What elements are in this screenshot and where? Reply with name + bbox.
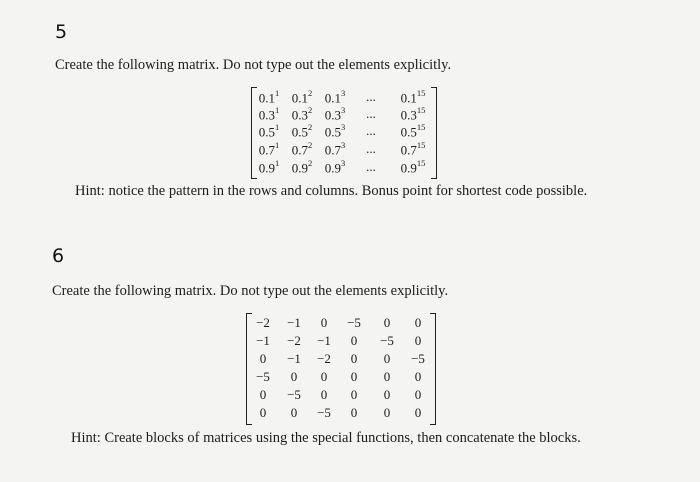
matrix-cell: −5 (380, 333, 394, 348)
matrix-cell: $0.5^2$ (291, 122, 313, 140)
matrix-cell: $0.5^1$ (258, 122, 280, 140)
matrix-cell: ... (366, 123, 376, 138)
matrix-cell: 0 (320, 315, 328, 330)
question-prompt: Create the following matrix. Do not type out the elements explicitly. (52, 283, 449, 299)
matrix-cell: 0 (290, 369, 298, 384)
matrix-cell: 0 (350, 387, 358, 402)
matrix-cell: 0 (383, 315, 391, 330)
matrix-cell: 0 (383, 405, 391, 420)
hint-text: notice the pattern in the rows and columns. Bonus point for shortest code possible. (108, 183, 588, 199)
matrix-row (251, 123, 437, 139)
matrix-cell: $0.1^3$ (324, 88, 346, 106)
matrix-cell: 0 (383, 387, 391, 402)
matrix-cell: $0.1^2$ (291, 88, 313, 106)
matrix-cell: $0.3^3$ (324, 105, 346, 123)
power-matrix (251, 87, 437, 179)
matrix-cell: −5 (256, 369, 270, 384)
matrix-cell: 0 (350, 333, 358, 348)
matrix-cell: $0.1^{15}$ (400, 88, 426, 106)
matrix-row (246, 369, 436, 385)
matrix-row (246, 315, 436, 331)
matrix-cell: 0 (350, 405, 358, 420)
hint (55, 182, 645, 200)
matrix-cell: $0.7^1$ (258, 140, 280, 158)
matrix-cell: 0 (350, 369, 358, 384)
matrix-cell: ... (366, 159, 376, 174)
matrix-cell: $0.9^3$ (324, 158, 346, 176)
matrix-cell: $0.9^2$ (291, 158, 313, 176)
matrix-row (246, 387, 436, 403)
matrix-cell: $0.3^{15}$ (400, 105, 426, 123)
matrix-cell: ... (366, 106, 376, 121)
matrix-cell: −5 (287, 387, 301, 402)
matrix-cell: 0 (320, 387, 328, 402)
matrix-row (251, 159, 437, 175)
hint-label: Hint: (75, 183, 105, 199)
matrix-cell: 0 (383, 351, 391, 366)
matrix-row (251, 106, 437, 122)
matrix-cell: −1 (287, 351, 301, 366)
matrix-cell: $0.7^3$ (324, 140, 346, 158)
matrix-cell: $0.7^{15}$ (400, 140, 426, 158)
matrix-cell: 0 (414, 315, 422, 330)
matrix-cell: 0 (383, 369, 391, 384)
matrix-cell: −2 (317, 351, 331, 366)
matrix-cell: $0.7^2$ (291, 140, 313, 158)
matrix-cell: −5 (411, 351, 425, 366)
matrix-cell: 0 (320, 369, 328, 384)
question-number: 6 (52, 245, 65, 267)
matrix-cell: 0 (259, 405, 267, 420)
matrix-cell: 0 (290, 405, 298, 420)
matrix-cell: 0 (259, 387, 267, 402)
matrix-row (251, 141, 437, 157)
matrix-row (246, 351, 436, 367)
block-matrix (246, 313, 436, 425)
matrix-cell: $0.5^3$ (324, 122, 346, 140)
matrix-row (251, 89, 437, 105)
matrix-cell: $0.3^2$ (291, 105, 313, 123)
matrix-cell: 0 (414, 405, 422, 420)
matrix-cell: 0 (414, 369, 422, 384)
matrix-cell: $0.5^{15}$ (400, 122, 426, 140)
hint (47, 429, 642, 447)
matrix-cell: $0.9^{15}$ (400, 158, 426, 176)
matrix-row (246, 333, 436, 349)
matrix-cell: $0.9^1$ (258, 158, 280, 176)
matrix-cell: −5 (317, 405, 331, 420)
matrix-cell: 0 (414, 387, 422, 402)
matrix-row (246, 405, 436, 421)
matrix-cell: 0 (414, 333, 422, 348)
matrix-cell: −5 (347, 315, 361, 330)
matrix-cell: −1 (256, 333, 270, 348)
matrix-cell: −1 (317, 333, 331, 348)
matrix-cell: −1 (287, 315, 301, 330)
question-number: 5 (55, 21, 68, 43)
matrix-cell: −2 (287, 333, 301, 348)
hint-text: Create blocks of matrices using the special functions, then concatenate the blocks. (104, 430, 581, 446)
matrix-cell: 0 (350, 351, 358, 366)
matrix-cell: $0.3^1$ (258, 105, 280, 123)
matrix-cell: ... (366, 89, 376, 104)
matrix-cell: 0 (259, 351, 267, 366)
matrix-cell: −2 (256, 315, 270, 330)
hint-label: Hint: (71, 430, 101, 446)
question-prompt: Create the following matrix. Do not type out the elements explicitly. (55, 57, 452, 73)
matrix-cell: $0.1^1$ (258, 88, 280, 106)
matrix-cell: ... (366, 141, 376, 156)
